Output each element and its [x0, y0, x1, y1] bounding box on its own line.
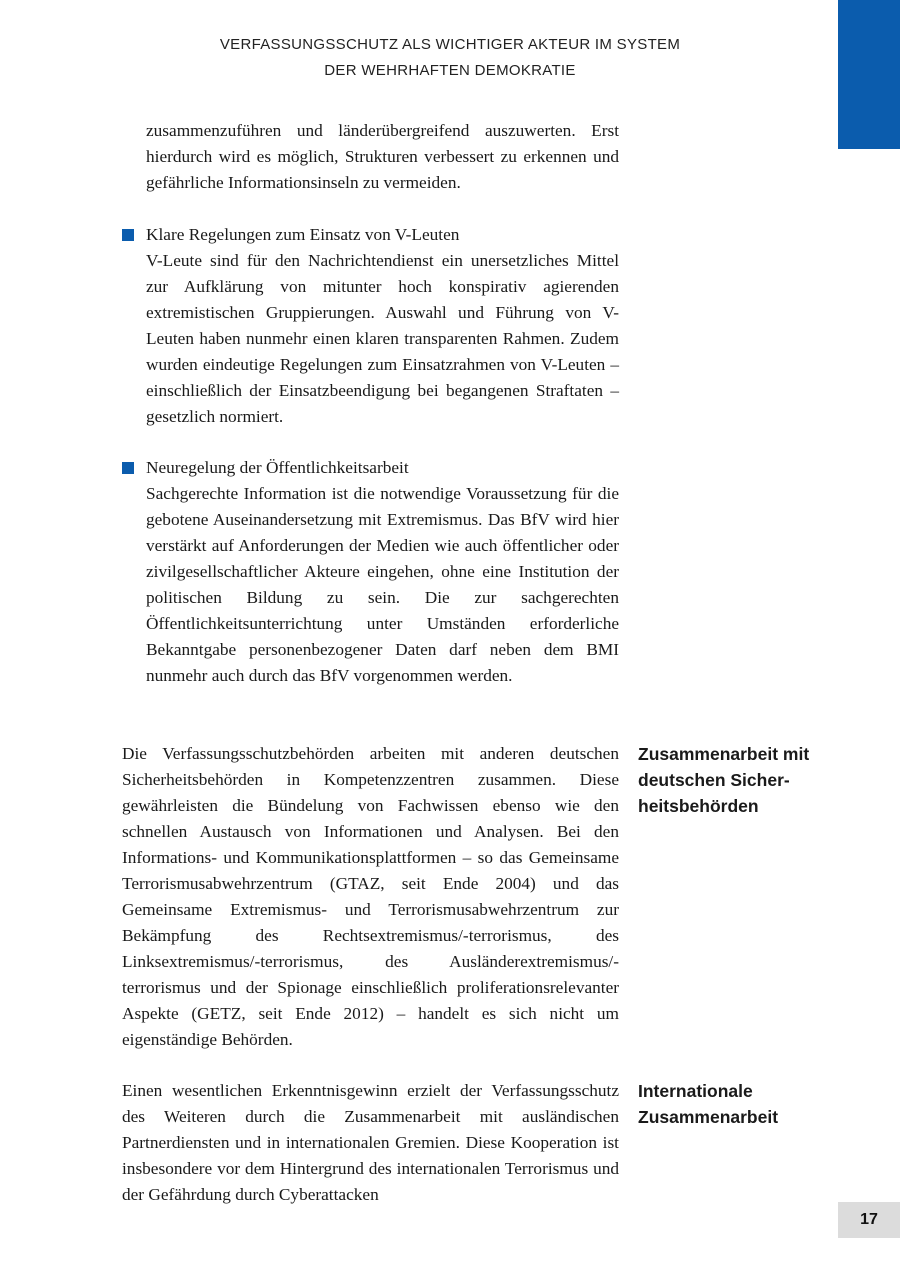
bullet-title-v-leute: Klare Regelungen zum Einsatz von V-Leuten [146, 225, 460, 244]
bullet-body-v-leute: V-Leute sind für den Nachrichtendienst ein unersetzliches Mittel zur Aufklärung von mitunter hoch konspirativ agierenden extremistischen Gruppierungen. Auswahl und Führung von V-Leuten haben nunmehr einen klaren transparenten Rahmen. Zudem wurden eindeutige Regelungen zum Einsatzrahmen von V-Leuten – einschließlich der Einsatzbeendigung bei begangenen Straftaten – gesetzlich normiert. [146, 251, 619, 426]
side-heading-line: deutschen Sicher- [638, 770, 790, 790]
intro-paragraph-block [146, 118, 619, 196]
running-header-line-1: VERFASSUNGSSCHUTZ ALS WICHTIGER AKTEUR IM SYSTEM [219, 36, 681, 53]
bullet-body-block-v-leute [146, 248, 619, 430]
side-heading-international [638, 1078, 838, 1130]
side-heading-sicherheitsbehoerden [638, 741, 838, 819]
bullet-square-icon [122, 229, 134, 241]
bullet-body-block-oeffentlichkeitsarbeit [146, 481, 619, 689]
chapter-tab-marker [838, 0, 900, 149]
running-header [120, 32, 780, 84]
bullet-body-oeffentlichkeitsarbeit: Sachgerechte Information ist die notwendige Voraussetzung für die gebotene Auseinandersetzung mit Extremismus. Das BfV wird hier verstärkt auf Anforderungen der Medien wie auch öffentlicher oder zivilgesellschaftlicher Akteure eingehen, ohne eine Institution der politischen Bildung zu sein. Die zur sachgerechten Öffentlichkeitsunterrichtung unter Umständen erforderliche Bekanntgabe personenbezogener Daten darf neben dem BMI nunmehr auch durch das BfV vorgenommen werden. [146, 484, 619, 685]
running-header-line-2: DER WEHRHAFTEN DEMOKRATIE [324, 62, 576, 79]
section-body-block-international [122, 1078, 619, 1208]
section-body-international: Einen wesentlichen Erkenntnisgewinn erzielt der Verfassungsschutz des Weiteren durch die Zusammenarbeit mit ausländischen Partnerdiensten und in internationalen Gremien. Diese Kooperation ist insbesondere vor dem Hintergrund des internationalen Terrorismus und der Gefährdung durch Cyberattacken [122, 1081, 619, 1204]
bullet-title-oeffentlichkeitsarbeit: Neuregelung der Öffentlichkeitsarbeit [146, 458, 409, 477]
side-heading-line: Zusammenarbeit mit [638, 744, 810, 764]
intro-paragraph: zusammenzuführen und länderübergreifend auszuwerten. Erst hierdurch wird es möglich, Strukturen verbessert zu erkennen und gefährliche Informationsinseln zu vermeiden. [146, 121, 619, 192]
side-heading-line: heitsbehörden [638, 796, 759, 816]
bullet-square-icon [122, 462, 134, 474]
section-body-block-sicherheitsbehoerden [122, 741, 619, 1053]
page-number: 17 [838, 1202, 900, 1238]
side-heading-line: Internationale [638, 1081, 753, 1101]
section-body-sicherheitsbehoerden: Die Verfassungsschutzbehörden arbeiten mit anderen deutschen Sicherheitsbehörden in Kompetenzzentren zusammen. Diese gewährleisten die Bündelung von Fachwissen ebenso wie den schnellen Austausch von Informationen und Analysen. Bei den Informations- und Kommunikationsplattformen – so das Gemeinsame Terrorismusabwehrzentrum (GTAZ, seit Ende 2004) und das Gemeinsame Extremismus- und Terrorismusabwehrzentrum zur Bekämpfung des Rechtsextremismus/-terrorismus, des Linksextremismus/-terrorismus, des Ausländerextremismus/-terrorismus und der Spionage einschließlich proliferationsrelevanter Aspekte (GETZ, seit Ende 2012) – handelt es sich nicht um eigenständige Behörden. [122, 744, 619, 1049]
side-heading-line: Zusammenarbeit [638, 1107, 779, 1127]
